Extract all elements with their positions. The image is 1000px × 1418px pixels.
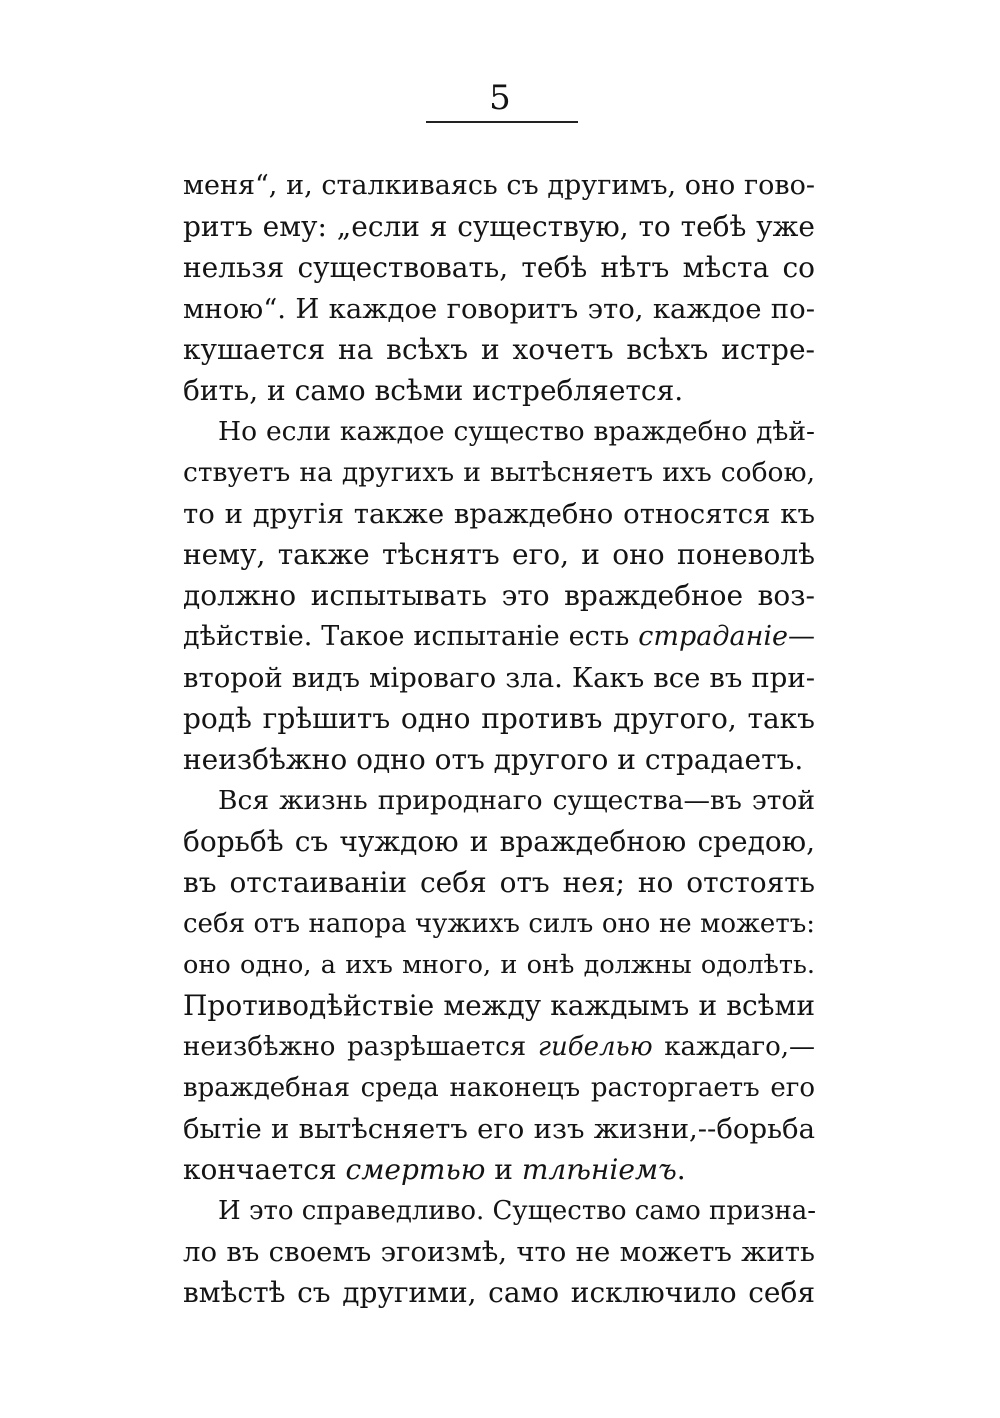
italic-term: страданіе [638,621,788,652]
text-run: . [676,1153,686,1186]
text-line: должно испытывать это враждебное воз- [183,579,815,612]
text-run: кончается [183,1153,346,1186]
text-line: второй видъ міроваго зла. Какъ все въ при- [183,662,815,694]
italic-term: гибелью [537,1032,653,1062]
text-line [183,617,815,657]
text-line: въ отстаиваніи себя отъ нея; но отстоять [183,866,815,899]
text-line: вмѣстѣ съ другими, само исключило себя [183,1276,815,1309]
paragraph-start-line: И это справедливо. Существо само призна- [218,1196,817,1226]
text-line: оно одно, а ихъ много, и онѣ должны одолѣть. [183,950,815,980]
text-run: каждаго,— [652,1032,815,1062]
text-run: дѣйствіе. Такое испытаніе есть [183,621,639,652]
text-line: неизбѣжно одно отъ другого и страдаетъ. [183,743,804,776]
text-line: нельзя существовать, тебѣ нѣтъ мѣста со [183,251,815,284]
text-line: бытіе и вытѣсняетъ его изъ жизни,--борьба [183,1113,815,1145]
paragraph-start-line: Но если каждое существо враждебно дѣй- [218,416,815,447]
text-run: неизбѣжно разрѣшается [183,1032,538,1062]
text-line: бить, и само всѣми истребляется. [183,374,684,407]
text-line [183,1027,815,1067]
text-line: ритъ ему: „если я существую, то тебѣ уже [183,210,815,243]
text-line: ствуетъ на другихъ и вытѣсняетъ ихъ собою, [183,457,815,488]
text-line: себя отъ напора чужихъ силъ оно не можетъ: [183,909,815,939]
header-rule [426,121,578,123]
text-line: Противодѣйствіе между каждымъ и всѣми [183,989,815,1022]
text-line: борьбѣ съ чуждою и враждебною средою, [183,825,815,858]
text-line [183,1150,815,1190]
text-line: ло въ своемъ эгоизмѣ, что не можетъ жить [183,1236,815,1268]
text-line: нему, также тѣснятъ его, и оно поневолѣ [183,538,815,571]
italic-term: тлѣніемъ [521,1153,677,1186]
text-line: мною“. И каждое говоритъ это, каждое по- [183,293,815,325]
text-line: кушается на всѣхъ и хочетъ всѣхъ истре- [183,333,815,366]
text-line: то и другія также враждебно относятся къ [183,498,815,530]
text-line: меня“, и, сталкиваясь съ другимъ, оно гово- [183,170,815,201]
text-line: родѣ грѣшитъ одно противъ другого, такъ [183,702,815,735]
text-run: — [788,621,815,652]
text-line: враждебная среда наконецъ расторгаетъ его [183,1073,815,1103]
page-number: 5 [489,78,511,118]
italic-term: смертью [345,1153,486,1186]
paragraph-start-line: Вся жизнь природнаго существа—въ этой [218,785,815,816]
text-run: и [485,1153,522,1186]
